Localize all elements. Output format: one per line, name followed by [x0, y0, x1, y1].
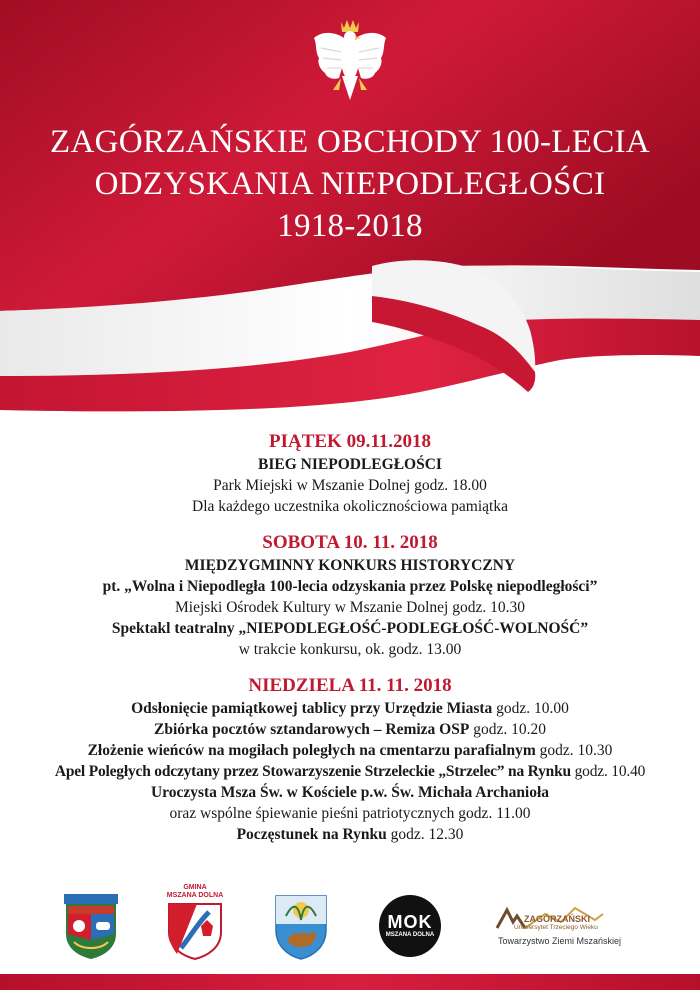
sunday-date: NIEDZIELA 11. 11. 2018: [248, 675, 452, 696]
sunday-item: oraz wspólne śpiewanie pieśni patriotycznych godz. 11.00: [169, 805, 531, 822]
polish-eagle-icon: [311, 18, 389, 114]
title-line-2: ODZYSKANIA NIEPODLEGŁOŚCI: [94, 166, 606, 202]
mok-letters: MOK: [387, 912, 433, 932]
mok-sub: MSZANA DOLNA: [385, 932, 435, 938]
saturday-subtitle: pt. „Wolna i Niepodległa 100-lecia odzyskania przez Polskę niepodległości”: [102, 578, 598, 595]
sunday-item: Poczęstunek na Rynku godz. 12.30: [236, 826, 464, 843]
saturday-section: [0, 531, 700, 660]
saturday-event: MIĘDZYGMINNY KONKURS HISTORYCZNY: [184, 557, 516, 574]
sponsor-logos: [0, 882, 700, 962]
sunday-item: Apel Poległych odczytany przez Stowarzyszenie Strzeleckie „Strzelec” na Rynku godz. 10.40: [54, 763, 646, 780]
saturday-show-time: w trakcie konkursu, ok. godz. 13.00: [238, 641, 462, 658]
title-line-3: 1918-2018: [277, 208, 423, 244]
saturday-date: SOBOTA 10. 11. 2018: [262, 532, 438, 553]
sunday-item: Uroczysta Msza Św. w Kościele p.w. Św. Michała Archanioła: [150, 784, 550, 801]
sunday-item: Odsłonięcie pamiątkowej tablicy przy Urzędzie Miasta godz. 10.00: [131, 700, 569, 717]
utw-sub: Uniwersytet Trzeciego Wieku: [514, 924, 598, 931]
bear-crest-icon: [274, 894, 328, 960]
title-line-1: ZAGÓRZAŃSKIE OBCHODY 100-LECIA: [50, 124, 650, 160]
sunday-item: Złożenie wieńców na mogiłach poległych na cmentarzu parafialnym godz. 10.30: [87, 742, 613, 759]
saturday-show: Spektakl teatralny „NIEPODLEGŁOŚĆ-PODLEGŁOŚĆ-WOLNOŚĆ”: [111, 620, 589, 637]
friday-event: BIEG NIEPODLEGŁOŚCI: [258, 456, 442, 473]
mszana-dolna-crest-icon: [64, 890, 118, 960]
event-program: [0, 430, 700, 845]
sunday-item: Zbiórka pocztów sztandarowych – Remiza OSP godz. 10.20: [154, 721, 546, 738]
sunday-section: [0, 674, 700, 845]
friday-date: PIĄTEK 09.11.2018: [268, 431, 432, 452]
utw-name: ZAGÓRZAŃSKI: [524, 914, 590, 924]
mszana-crest-label: MSZANA DOLNA: [66, 888, 116, 894]
gmina-crest-icon: [167, 902, 223, 960]
friday-section: [0, 430, 700, 517]
gmina-label-2: MSZANA DOLNA: [166, 892, 224, 899]
friday-note: Dla każdego uczestnika okolicznościowa pamiątka: [192, 498, 508, 515]
utw-society: Towarzystwo Ziemi Mszańskiej: [498, 936, 622, 946]
bottom-red-band: [0, 974, 700, 990]
friday-place: Park Miejski w Mszanie Dolnej godz. 18.00: [213, 477, 487, 494]
saturday-place: Miejski Ośrodek Kultury w Mszanie Dolnej godz. 10.30: [175, 599, 525, 616]
gmina-label-1: GMINA: [183, 884, 207, 891]
